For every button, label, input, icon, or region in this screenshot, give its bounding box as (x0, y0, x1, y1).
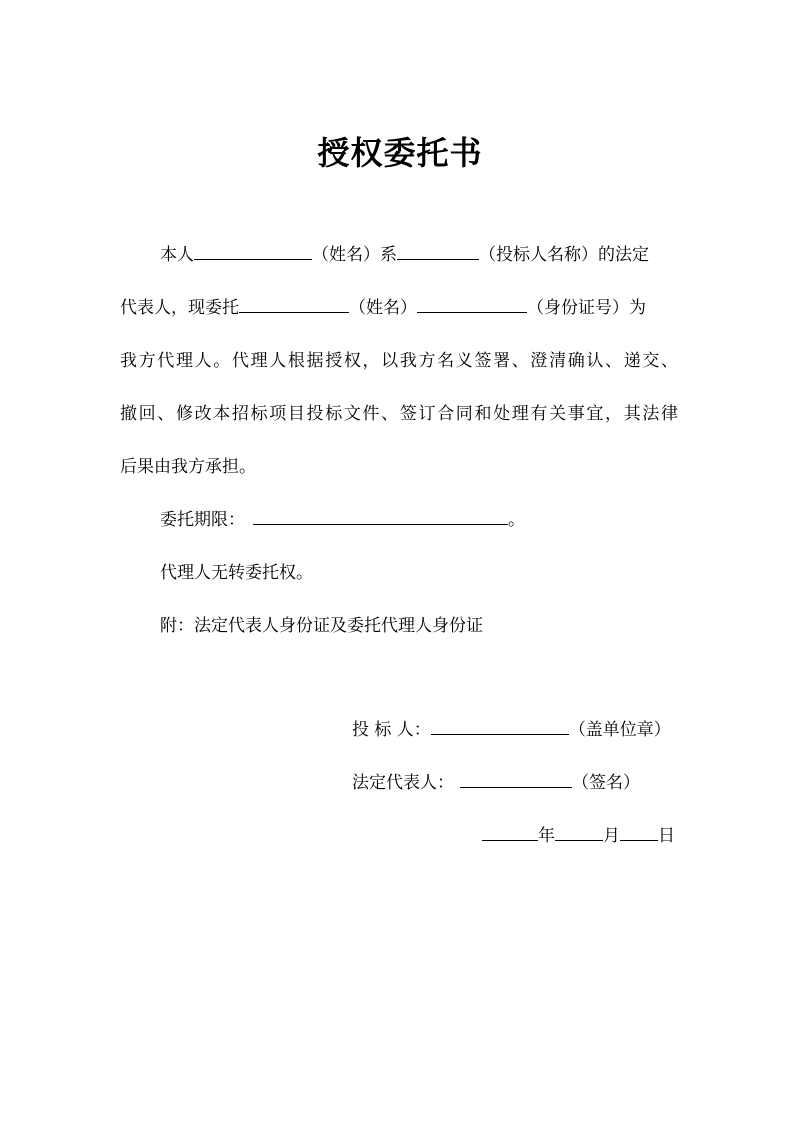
paragraph-line-2 (120, 295, 646, 321)
paragraph-line-5: 后果由我方承担。 (120, 457, 256, 477)
no-sub-delegation: 代理人无转委托权。 (160, 563, 313, 583)
blank-term[interactable] (253, 508, 508, 525)
bidder-sign-line (352, 717, 671, 743)
blank-rep-signature[interactable] (460, 771, 572, 788)
rep-label: 法定代表人： (352, 773, 454, 793)
text-id-label: （身份证号）为 (527, 298, 646, 318)
day-label: 日 (658, 826, 675, 846)
blank-month[interactable] (555, 824, 603, 841)
term-end: 。 (508, 510, 525, 530)
text-bidder-label: （投标人名称）的法定 (479, 245, 649, 265)
blank-id-number[interactable] (417, 296, 527, 313)
term-label: 委托期限： (160, 510, 245, 530)
text-delegate: 代表人，现委托 (120, 298, 239, 318)
text-name-label-2: （姓名） (349, 298, 417, 318)
text-ben-ren: 本人 (160, 245, 194, 265)
paragraph-line-4: 撤回、修改本招标项目投标文件、签订合同和处理有关事宜，其法律 (120, 404, 678, 424)
date-line (482, 823, 675, 849)
year-label: 年 (538, 826, 555, 846)
paragraph-line-1 (160, 242, 678, 268)
blank-name-2[interactable] (239, 296, 349, 313)
rep-note: （签名） (572, 773, 640, 793)
bidder-note: （盖单位章） (568, 720, 671, 740)
blank-bidder-seal[interactable] (431, 718, 569, 735)
blank-bidder-name[interactable] (397, 243, 479, 260)
blank-name-1[interactable] (194, 243, 312, 260)
blank-year[interactable] (482, 824, 538, 841)
document-title: 授权委托书 (317, 134, 483, 172)
text-name-label-1: （姓名）系 (312, 245, 397, 265)
month-label: 月 (603, 826, 620, 846)
attachment-note: 附：法定代表人身份证及委托代理人身份证 (160, 616, 483, 636)
paragraph-line-3: 我方代理人。代理人根据授权，以我方名义签署、澄清确认、递交、 (120, 351, 678, 371)
term-line (160, 507, 525, 533)
rep-sign-line (352, 770, 640, 796)
bidder-label: 投 标 人： (352, 720, 431, 740)
blank-day[interactable] (620, 824, 658, 841)
